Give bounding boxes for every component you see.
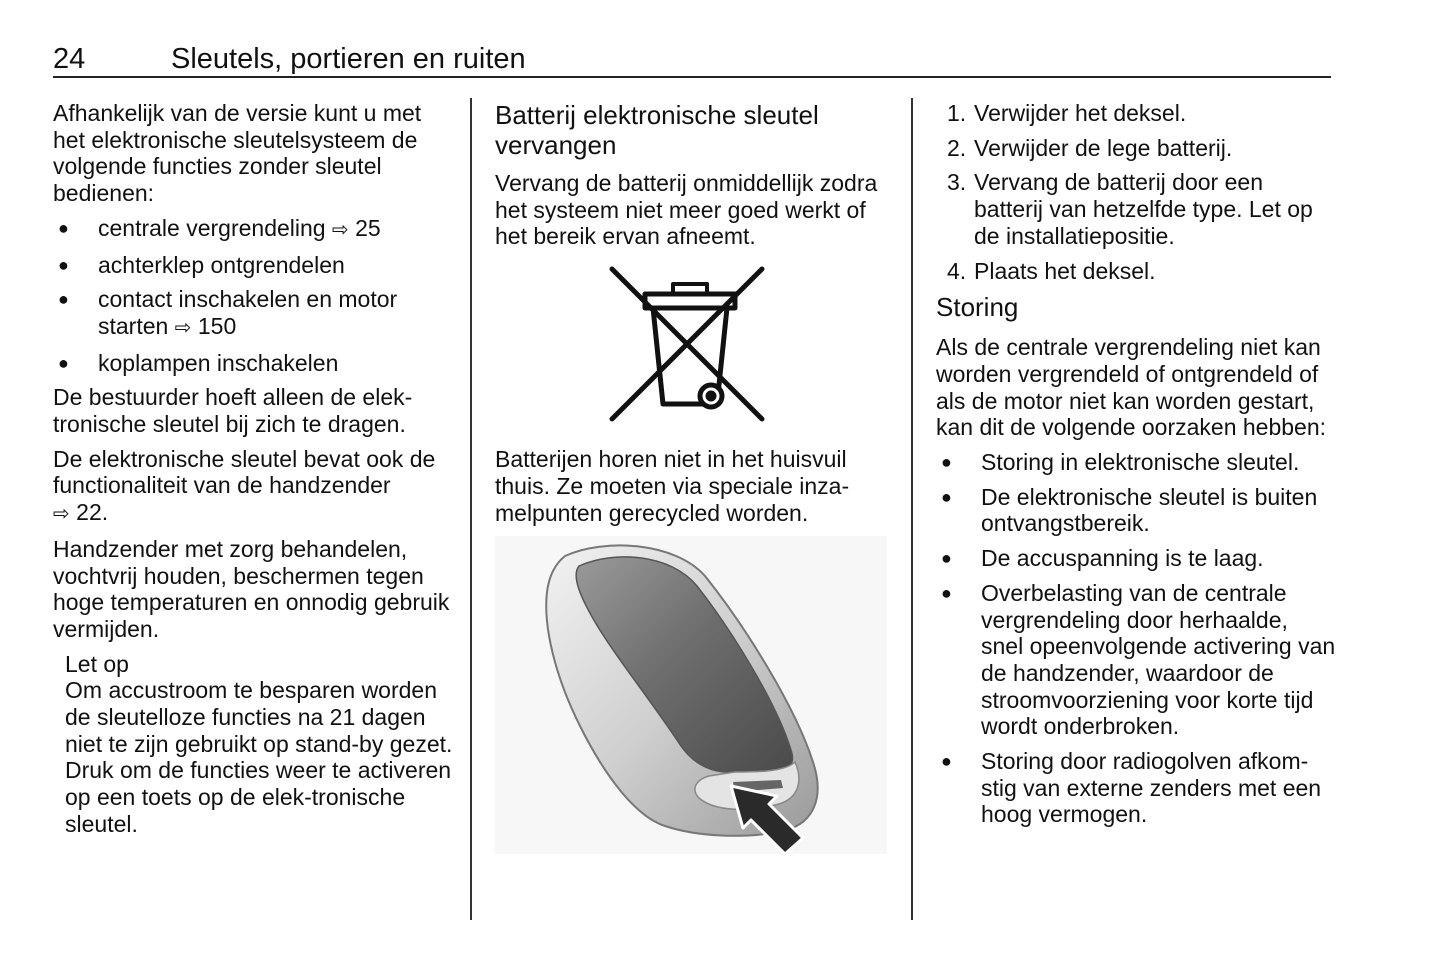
list-item: 3. Vervang de batterij door een batterij van hetzelfde type. Let op de installatiepositie. xyxy=(947,169,1313,249)
list-item: 4. Plaats het deksel. xyxy=(947,257,1156,284)
paragraph: Batterijen horen niet in het huisvuil thuis. Ze moeten via speciale inza-melpunten gerecycled worden. xyxy=(495,446,850,526)
list-item: ● Storing in elektronische sleutel. xyxy=(936,449,1336,476)
list-item: ● De elektronische sleutel is buiten ontvangstbereik. xyxy=(936,484,1336,537)
note-box xyxy=(65,651,453,838)
list-item: ● De accuspanning is te laag. xyxy=(936,545,1336,572)
list-item: ● koplampen inschakelen xyxy=(53,350,453,377)
crossed-out-wheelie-bin-icon xyxy=(607,264,767,422)
page-header xyxy=(53,38,1331,78)
paragraph: De bestuurder hoeft alleen de elek-tronische sleutel bij zich te dragen. xyxy=(53,384,413,438)
ref-arrow-icon: ⇨ xyxy=(174,316,192,339)
cause-list xyxy=(936,449,1336,828)
column-left xyxy=(53,100,453,846)
paragraph: Vervang de batterij onmiddellijk zodra het systeem niet meer goed werkt of het bereik ervan afneemt. xyxy=(495,170,878,250)
paragraph: De elektronische sleutel bevat ook de functionaliteit van de handzender ⇨ 22. xyxy=(53,445,436,526)
intro-paragraph: Afhankelijk van de versie kunt u met het elektronische sleutelsysteem de volgende functies zonder sleutel bedienen: xyxy=(53,100,422,207)
paragraph: Als de centrale vergrendeling niet kan worden vergrendeld of ontgrendeld of als de motor niet kan worden gestart, kan dit de volgende oorzaken hebben: xyxy=(936,334,1327,441)
ref-arrow-icon: ⇨ xyxy=(331,218,349,241)
page-title: Sleutels, portieren en ruiten xyxy=(171,43,526,75)
list-item: 2. Verwijder de lege batterij. xyxy=(947,134,1233,161)
electronic-key-fob-illustration xyxy=(495,536,887,854)
steps-list xyxy=(936,100,1336,284)
list-item: ● contact inschakelen en motor starten ⇨ 150 xyxy=(53,286,453,341)
list-item: ● Overbelasting van de centrale vergrendeling door herhaalde, snel opeenvolgende activering van de handzender, waardoor de stroomvoorziening voor korte tijd wordt onderbroken. xyxy=(936,580,1336,740)
section-heading: Storing xyxy=(936,292,1019,323)
column-right xyxy=(936,100,1336,836)
page-ref-link[interactable]: 150 xyxy=(197,312,237,339)
ref-arrow-icon: ⇨ xyxy=(53,503,70,526)
list-item: 1. Verwijder het deksel. xyxy=(947,100,1187,126)
column-middle xyxy=(495,100,895,854)
column-divider xyxy=(911,98,913,920)
note-body: Om accustroom te besparen worden de sleutelloze functies na 21 dagen niet te zijn gebruikt op stand-by gezet. Druk om de functies weer te activeren op een toets op de elek-tronische sleutel. xyxy=(65,677,453,837)
list-item: ● centrale vergrendeling ⇨ 25 xyxy=(53,215,453,244)
page-number: 24 xyxy=(53,43,86,75)
note-title: Let op xyxy=(65,650,129,677)
section-heading: Batterij elektronische sleutel vervangen xyxy=(495,100,819,160)
page-ref-link[interactable]: 25 xyxy=(355,214,381,241)
paragraph: Handzender met zorg behandelen, vochtvrij houden, beschermen tegen hoge temperaturen en onnodig gebruik vermijden. xyxy=(53,535,450,642)
list-item: ● achterklep ontgrendelen xyxy=(53,252,453,279)
function-list xyxy=(53,215,453,377)
list-item: ● Storing door radiogolven afkom-stig van externe zenders met een hoog vermogen. xyxy=(936,748,1336,828)
column-divider xyxy=(470,98,472,920)
page-ref-link[interactable]: 22. xyxy=(76,499,109,526)
